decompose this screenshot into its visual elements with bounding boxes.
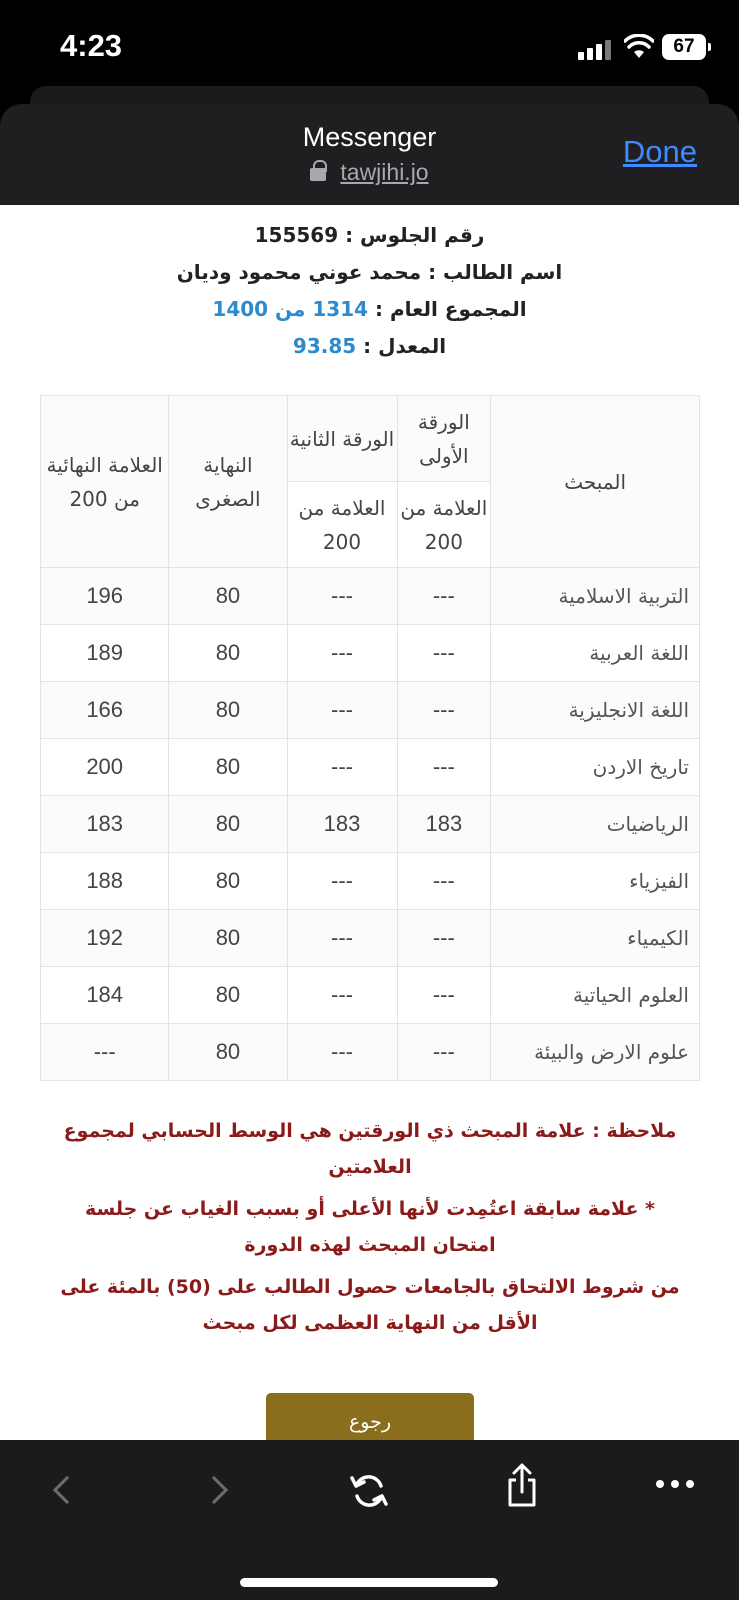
lock-icon: [310, 168, 326, 181]
subject-cell: التربية الاسلامية: [491, 568, 700, 625]
paper2-cell: ---: [287, 910, 397, 967]
url-text: tawjihi.jo: [340, 159, 429, 185]
table-row: [41, 1024, 700, 1081]
min-cell: 80: [169, 1024, 287, 1081]
table-row: [41, 853, 700, 910]
total-line: [0, 291, 739, 328]
table-row: [41, 568, 700, 625]
note-admission: من شروط الالتحاق بالجامعات حصول الطالب على (50) بالمئة على الأقل من النهاية العظمى لكل مبحث: [60, 1276, 680, 1334]
final-cell: 188: [41, 853, 169, 910]
grade-rows: [41, 568, 700, 1081]
final-cell: 166: [41, 682, 169, 739]
min-cell: 80: [169, 568, 287, 625]
paper1-cell: ---: [397, 682, 491, 739]
paper1-cell: ---: [397, 568, 491, 625]
paper2-cell: ---: [287, 853, 397, 910]
paper2-cell: ---: [287, 1024, 397, 1081]
table-row: [41, 739, 700, 796]
paper2-cell: ---: [287, 568, 397, 625]
student-name-line: [0, 254, 739, 291]
header-final: العلامة النهائية من 200: [41, 396, 169, 568]
min-cell: 80: [169, 796, 287, 853]
average-value: 93.85: [292, 334, 357, 358]
signal-icon: [578, 38, 614, 60]
paper2-cell: ---: [287, 625, 397, 682]
header-min: النهاية الصغرى: [169, 396, 287, 568]
back-button[interactable]: رجوع: [266, 1393, 474, 1447]
note-previous-mark: * علامة سابقة اعتُمِدت لأنها الأعلى أو بسبب الغياب عن جلسة امتحان المبحث لهذه الدورة: [85, 1198, 655, 1256]
student-name: محمد عوني محمود وديان: [176, 260, 422, 284]
grades-table: [40, 395, 700, 1081]
table-row: [41, 910, 700, 967]
seat-number: 155569: [254, 223, 339, 247]
min-cell: 80: [169, 853, 287, 910]
header-paper2-mark: العلامة من 200: [287, 482, 397, 568]
final-cell: 192: [41, 910, 169, 967]
paper1-cell: ---: [397, 739, 491, 796]
paper2-cell: ---: [287, 682, 397, 739]
table-header-row: [41, 396, 700, 482]
note-average: ملاحظة : علامة المبحث ذي الورقتين هي الوسط الحسابي لمجموع العلامتين: [63, 1120, 677, 1178]
forward-chevron-icon[interactable]: [200, 1476, 228, 1504]
final-cell: 183: [41, 796, 169, 853]
paper1-cell: ---: [397, 967, 491, 1024]
final-cell: ---: [41, 1024, 169, 1081]
subject-cell: العلوم الحياتية: [491, 967, 700, 1024]
wifi-icon: [624, 34, 654, 60]
table-row: [41, 967, 700, 1024]
table-row: [41, 796, 700, 853]
min-cell: 80: [169, 739, 287, 796]
subject-cell: الرياضيات: [491, 796, 700, 853]
status-time: 4:23: [60, 28, 123, 63]
student-info: [0, 217, 739, 365]
browser-toolbar: [0, 1440, 739, 1600]
reload-icon[interactable]: [346, 1468, 392, 1514]
seat-number-line: [0, 217, 739, 254]
average-label: المعدل :: [363, 334, 447, 358]
browser-header: [0, 104, 739, 205]
header-paper1-mark: العلامة من 200: [397, 482, 491, 568]
header-paper2: الورقة الثانية: [287, 396, 397, 482]
final-cell: 196: [41, 568, 169, 625]
paper2-cell: 183: [287, 796, 397, 853]
notes: [55, 1113, 685, 1347]
status-bar: [0, 0, 739, 90]
min-cell: 80: [169, 967, 287, 1024]
header-paper1: الورقة الأولى: [397, 396, 491, 482]
paper1-cell: ---: [397, 1024, 491, 1081]
home-indicator: [240, 1578, 498, 1587]
subject-cell: اللغة الانجليزية: [491, 682, 700, 739]
min-cell: 80: [169, 682, 287, 739]
paper1-cell: ---: [397, 625, 491, 682]
done-button[interactable]: Done: [622, 134, 697, 169]
final-cell: 184: [41, 967, 169, 1024]
final-cell: 200: [41, 739, 169, 796]
min-cell: 80: [169, 910, 287, 967]
average-line: [0, 328, 739, 365]
paper1-cell: ---: [397, 910, 491, 967]
subject-cell: علوم الارض والبيئة: [491, 1024, 700, 1081]
paper2-cell: ---: [287, 967, 397, 1024]
battery-icon: 67: [662, 34, 706, 60]
sheet-title: Messenger: [302, 122, 437, 152]
subject-cell: الكيمياء: [491, 910, 700, 967]
paper1-cell: ---: [397, 853, 491, 910]
back-chevron-icon[interactable]: [53, 1476, 81, 1504]
name-label: اسم الطالب :: [428, 260, 563, 284]
subject-cell: تاريخ الاردن: [491, 739, 700, 796]
page-content: [0, 205, 739, 1440]
share-icon[interactable]: [505, 1462, 539, 1508]
paper1-cell: 183: [397, 796, 491, 853]
table-row: [41, 625, 700, 682]
min-cell: 80: [169, 625, 287, 682]
subject-cell: الفيزياء: [491, 853, 700, 910]
seat-label: رقم الجلوس :: [345, 223, 485, 247]
table-row: [41, 682, 700, 739]
final-cell: 189: [41, 625, 169, 682]
header-subject: المبحث: [491, 396, 700, 568]
paper2-cell: ---: [287, 739, 397, 796]
total-label: المجموع العام :: [375, 297, 527, 321]
total-value: 1314 من 1400: [212, 297, 369, 321]
more-icon[interactable]: [656, 1480, 696, 1490]
subject-cell: اللغة العربية: [491, 625, 700, 682]
